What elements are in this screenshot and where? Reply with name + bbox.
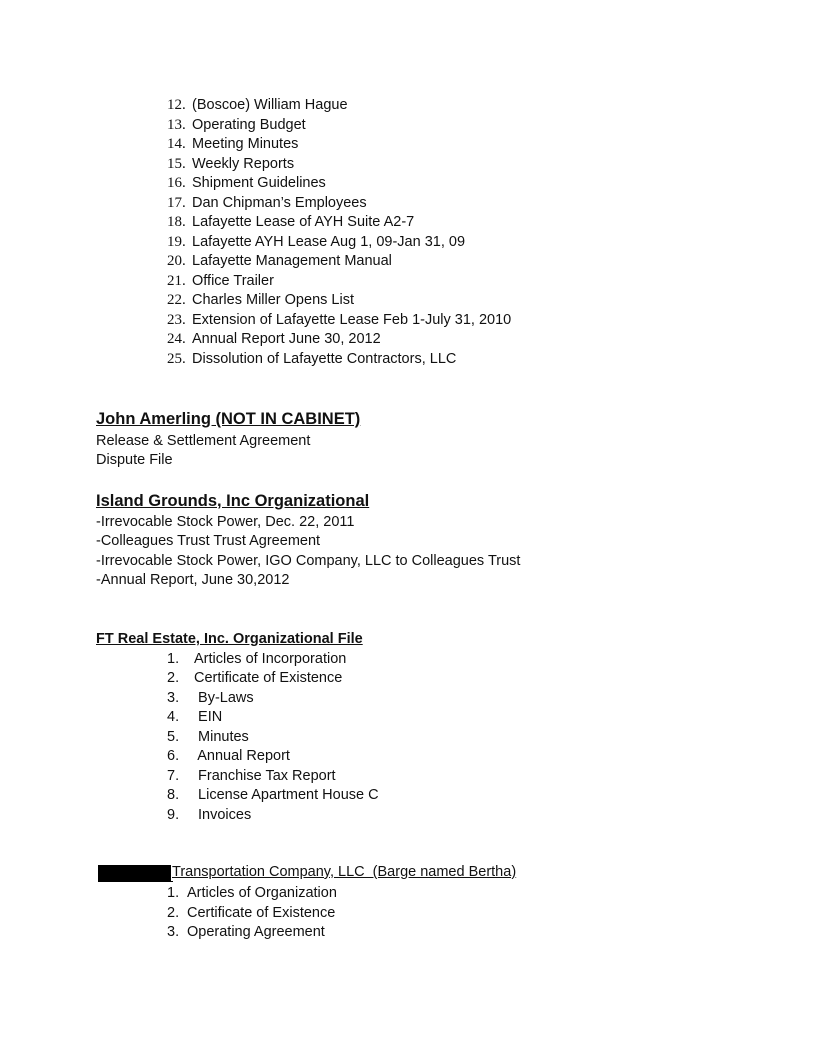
item-text: Charles Miller Opens List — [192, 292, 354, 308]
island-grounds-item: -Irrevocable Stock Power, IGO Company, LLC to Colleagues Trust — [96, 553, 521, 569]
list-item — [167, 904, 335, 923]
list-item — [167, 669, 342, 688]
item-number: 2. — [167, 670, 180, 686]
list-item — [167, 96, 348, 115]
item-text: Lafayette AYH Lease Aug 1, 09-Jan 31, 09 — [192, 234, 466, 250]
list-item — [167, 728, 249, 747]
item-text: Operating Agreement — [187, 924, 325, 940]
item-number: 12. — [167, 97, 186, 113]
list-item — [167, 689, 254, 708]
item-number: 16. — [167, 175, 186, 191]
island-grounds-item: -Irrevocable Stock Power, Dec. 22, 2011 — [96, 514, 355, 530]
transportation-heading: Transportation Company, LLC (Barge named Bertha) — [172, 864, 517, 880]
item-text: Operating Budget — [192, 117, 306, 133]
list-item — [167, 708, 222, 727]
item-number: 2. — [167, 905, 180, 921]
item-number: 5. — [167, 729, 180, 745]
item-text: Invoices — [194, 807, 252, 823]
item-text: Weekly Reports — [192, 156, 295, 172]
list-item — [167, 806, 251, 825]
item-text: Annual Report — [194, 748, 290, 764]
list-item — [167, 650, 346, 669]
island-grounds-heading: Island Grounds, Inc Organizational — [96, 492, 370, 510]
list-item — [167, 884, 337, 903]
list-item — [167, 213, 414, 232]
list-item — [167, 174, 326, 193]
amerling-item: Dispute File — [96, 452, 173, 468]
item-number: 22. — [167, 292, 186, 308]
item-text: Articles of Incorporation — [194, 651, 347, 667]
item-number: 1. — [167, 885, 180, 901]
item-text: Minutes — [194, 729, 249, 745]
item-text: Meeting Minutes — [192, 136, 299, 152]
item-text: Lafayette Lease of AYH Suite A2-7 — [192, 214, 415, 230]
item-text: Lafayette Management Manual — [192, 253, 392, 269]
item-number: 13. — [167, 117, 186, 133]
item-text: Dissolution of Lafayette Contractors, LLC — [192, 351, 457, 367]
amerling-item: Release & Settlement Agreement — [96, 433, 311, 449]
item-text: By-Laws — [194, 690, 254, 706]
list-item — [167, 291, 354, 310]
list-item — [167, 155, 294, 174]
list-item — [167, 233, 465, 252]
item-number: 20. — [167, 253, 186, 269]
list-item — [167, 350, 456, 369]
list-item — [167, 767, 336, 786]
item-number: 7. — [167, 768, 180, 784]
item-number: 9. — [167, 807, 180, 823]
item-number: 8. — [167, 787, 180, 803]
list-item — [167, 330, 381, 349]
list-item — [167, 116, 306, 135]
list-item — [167, 194, 367, 213]
item-number: 17. — [167, 195, 186, 211]
ft-real-estate-heading: FT Real Estate, Inc. Organizational File — [96, 631, 363, 647]
item-number: 19. — [167, 234, 186, 250]
item-text: Shipment Guidelines — [192, 175, 326, 191]
item-number: 24. — [167, 331, 186, 347]
list-item — [167, 747, 290, 766]
item-text: Franchise Tax Report — [194, 768, 336, 784]
item-text: EIN — [194, 709, 223, 725]
heading-underline — [98, 881, 173, 882]
item-number: 23. — [167, 312, 186, 328]
item-text: Certificate of Existence — [187, 905, 336, 921]
amerling-heading: John Amerling (NOT IN CABINET) — [96, 410, 361, 428]
island-grounds-item: -Annual Report, June 30,2012 — [96, 572, 290, 588]
list-item — [167, 135, 298, 154]
item-number: 3. — [167, 690, 180, 706]
item-number: 3. — [167, 924, 180, 940]
island-grounds-item: -Colleagues Trust Trust Agreement — [96, 533, 321, 549]
list-item — [167, 252, 392, 271]
item-text: Certificate of Existence — [194, 670, 343, 686]
item-number: 21. — [167, 273, 186, 289]
item-number: 25. — [167, 351, 186, 367]
item-text: Extension of Lafayette Lease Feb 1-July 31, 2010 — [192, 312, 512, 328]
item-number: 18. — [167, 214, 186, 230]
item-text: Dan Chipman’s Employees — [192, 195, 367, 211]
item-text: Articles of Organization — [187, 885, 337, 901]
list-item — [167, 786, 379, 805]
item-text: Annual Report June 30, 2012 — [192, 331, 381, 347]
item-number: 4. — [167, 709, 180, 725]
list-item — [167, 923, 325, 942]
redaction-block — [98, 865, 171, 882]
item-text: (Boscoe) William Hague — [192, 97, 348, 113]
item-number: 14. — [167, 136, 186, 152]
item-text: Office Trailer — [192, 273, 274, 289]
list-item — [167, 311, 511, 330]
item-number: 6. — [167, 748, 180, 764]
item-text: License Apartment House C — [194, 787, 379, 803]
item-number: 15. — [167, 156, 186, 172]
item-number: 1. — [167, 651, 180, 667]
list-item — [167, 272, 274, 291]
